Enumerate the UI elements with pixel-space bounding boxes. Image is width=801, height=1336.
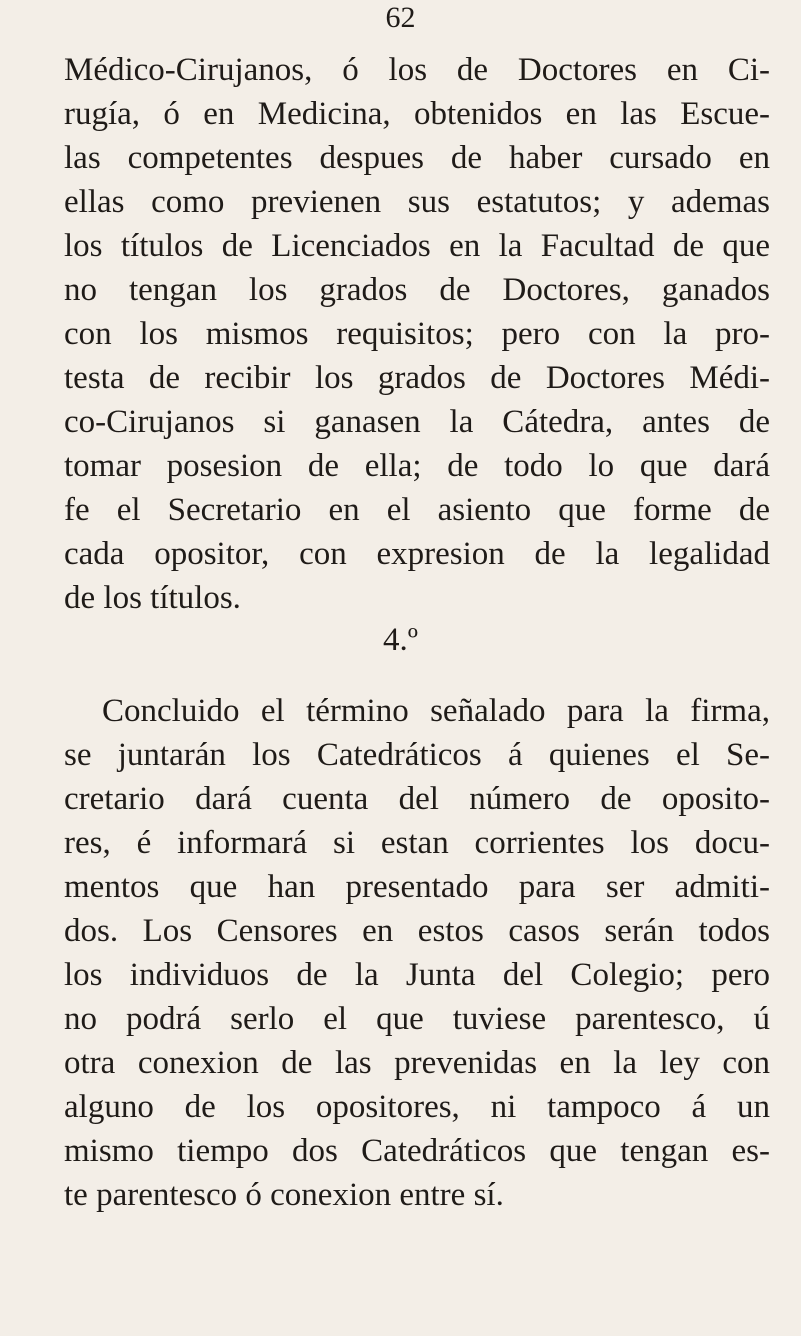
- text-line: alguno de los opositores, ni tampoco á un: [64, 1089, 770, 1125]
- text-line: te parentesco ó conexion entre sí.: [64, 1177, 504, 1213]
- text-line: no tengan los grados de Doctores, ganados: [64, 272, 770, 308]
- text-line: se juntarán los Catedráticos á quienes el Se-: [64, 737, 770, 773]
- section-number: 4.º: [383, 622, 418, 658]
- text-line: con los mismos requisitos; pero con la pro-: [64, 316, 770, 352]
- page-number: 62: [385, 1, 416, 34]
- paragraph-section-4: [64, 689, 770, 1217]
- text-line: mentos que han presentado para ser admiti-: [64, 869, 770, 905]
- text-line: de los títulos.: [64, 580, 241, 616]
- text-line: Médico-Cirujanos, ó los de Doctores en Ci-: [64, 52, 770, 88]
- paragraph-continued: [64, 48, 770, 620]
- text-line: otra conexion de las prevenidas en la ley con: [64, 1045, 770, 1081]
- text-line: res, é informará si estan corrientes los docu-: [64, 825, 770, 861]
- text-line: dos. Los Censores en estos casos serán todos: [64, 913, 770, 949]
- text-line: tomar posesion de ella; de todo lo que dará: [64, 448, 770, 484]
- text-line: ellas como previenen sus estatutos; y ademas: [64, 184, 770, 220]
- text-line: Concluido el término señalado para la firma,: [102, 693, 770, 729]
- text-line: testa de recibir los grados de Doctores Médi-: [64, 360, 770, 396]
- text-line: mismo tiempo dos Catedráticos que tengan es-: [64, 1133, 770, 1169]
- text-line: las competentes despues de haber cursado en: [64, 140, 770, 176]
- text-line: los individuos de la Junta del Colegio; pero: [64, 957, 770, 993]
- text-line: rugía, ó en Medicina, obtenidos en las Escue-: [64, 96, 770, 132]
- text-line: no podrá serlo el que tuviese parentesco, ú: [64, 1001, 770, 1037]
- text-line: co-Cirujanos si ganasen la Cátedra, antes de: [64, 404, 770, 440]
- text-line: fe el Secretario en el asiento que forme de: [64, 492, 770, 528]
- text-line: cada opositor, con expresion de la legalidad: [64, 536, 770, 572]
- text-line: los títulos de Licenciados en la Facultad de que: [64, 228, 770, 264]
- text-line: cretario dará cuenta del número de oposito-: [64, 781, 770, 817]
